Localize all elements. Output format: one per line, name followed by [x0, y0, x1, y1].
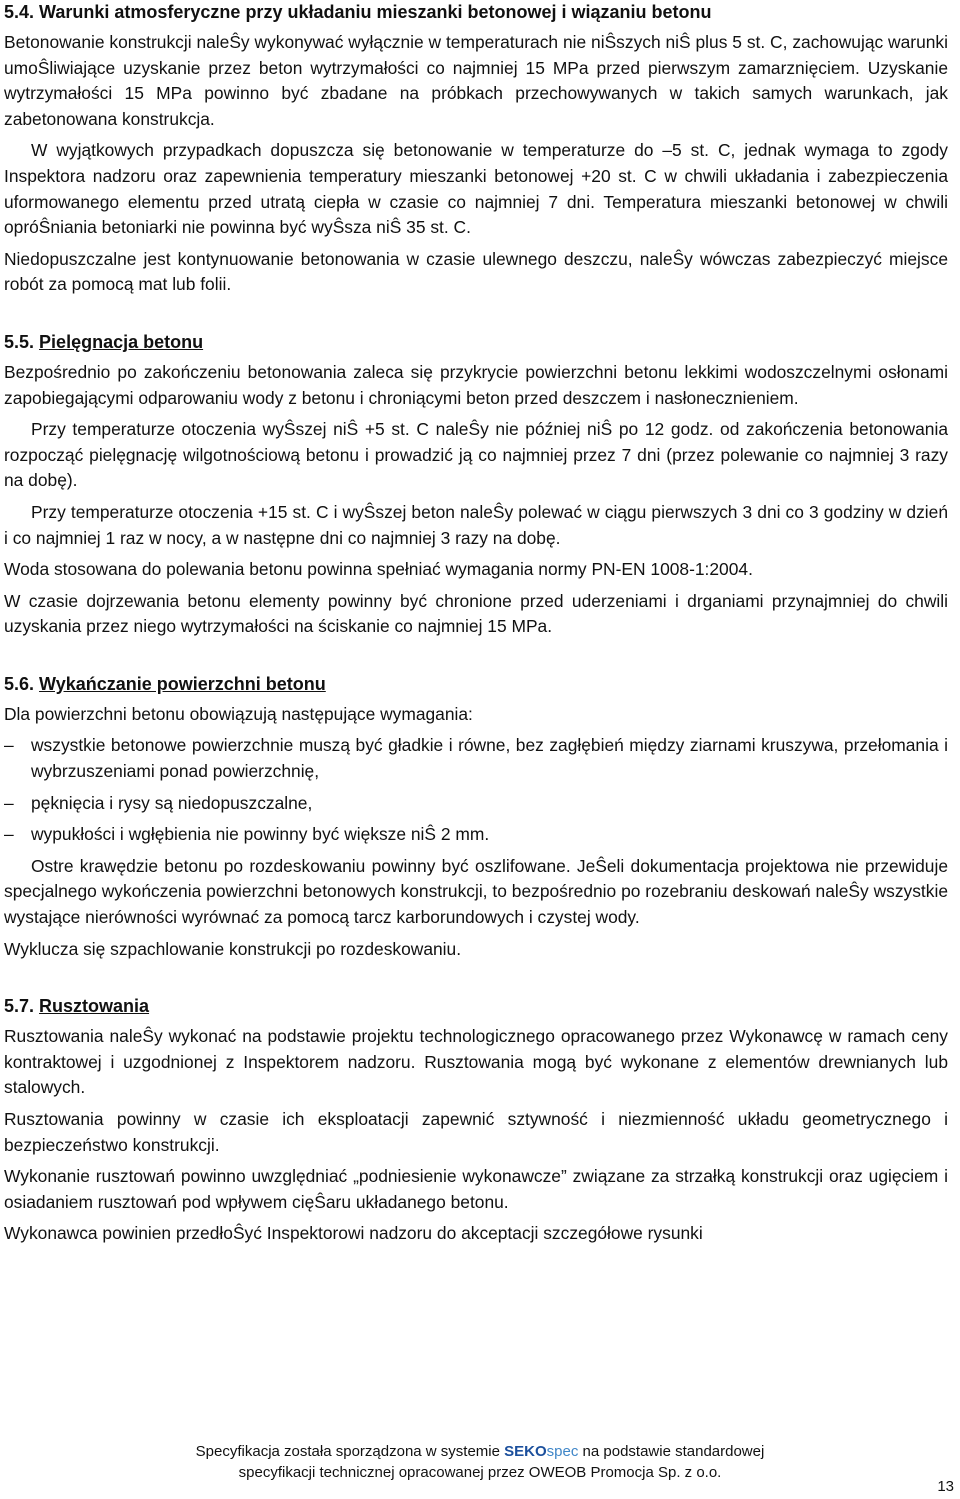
paragraph: Betonowanie konstrukcji naleŜy wykonywać wyłącznie w temperaturach nie niŜszych niŜ plus 5 st. C, zachowując warunki umoŜliwiające uzyskanie przez beton wytrzymałości co najmniej 15 MPa przed pierwszym zamarznięciem. Uzyskanie wytrzymałości 15 MPa powinno być zbadane na próbkach przechowywanych w takich samych warunkach, jak zabetonowana konstrukcja. — [4, 32, 948, 129]
list-item — [4, 822, 948, 848]
dash-bullet: – — [4, 824, 14, 845]
brand-part-1: SEKO — [504, 1443, 547, 1460]
paragraph: Wykonawca powinien przedłoŜyć Inspektorowi nadzoru do akceptacji szczegółowe rysunki — [4, 1223, 703, 1244]
paragraph: Rusztowania powinny w czasie ich eksploatacji zapewnić sztywność i niezmienność układu geometrycznego i bezpieczeństwo konstrukcji. — [4, 1109, 948, 1155]
footer-line-1 — [0, 1441, 960, 1462]
paragraph: W czasie dojrzewania betonu elementy powinny być chronione przed uderzeniami i drganiami przynajmniej do chwili uzyskania przez niego wytrzymałości na ściskanie co najmniej 15 MPa. — [4, 590, 948, 637]
section-heading-5-5 — [4, 330, 948, 354]
paragraph: Woda stosowana do polewania betonu powinna spełniać wymagania normy PN-EN 1008-1:2004. — [4, 559, 753, 580]
list-item-text: wypukłości i wgłębienia nie powinny być większe niŜ 2 mm. — [31, 824, 490, 845]
document-page — [4, 0, 948, 1247]
section-title: Wykańczanie powierzchni betonu — [39, 673, 326, 694]
paragraph: W wyjątkowych przypadkach dopuszcza się betonowanie w temperaturze do –5 st. C, jednak wymaga to zgody Inspektora nadzoru oraz zapewnienia temperatury mieszanki betonowej +20 st. C w chwili układania i zabezpieczenia uformowanego elementu przed utratą ciepła w czasie co najmniej 7 dni. Temperatura mieszanki betonowej w chwili opróŜniania betoniarki nie powinna być wyŜsza niŜ 35 st. C. — [4, 140, 948, 238]
paragraph: Przy temperaturze otoczenia +15 st. C i wyŜszej beton naleŜy polewać w ciągu pierwszych 3 dni co 3 godziny w dzień i co najmniej 1 raz w nocy, a w następne dni co najmniej 3 razy na dobę. — [4, 501, 948, 548]
dash-bullet: – — [4, 735, 14, 756]
section-title: Pielęgnacja betonu — [39, 331, 204, 352]
paragraph: Dla powierzchni betonu obowiązują następujące wymagania: — [4, 703, 473, 724]
footer-line-2: specyfikacji technicznej opracowanej przez OWEOB Promocja Sp. z o.o. — [238, 1464, 722, 1481]
paragraph: Przy temperaturze otoczenia wyŜszej niŜ +5 st. C naleŜy nie później niŜ po 12 godz. od zakończenia betonowania rozpocząć pielęgnację wilgotnościową betonu i prowadzić ją co najmniej przez 7 dni (przez polewanie co najmniej 3 razy na dobę). — [4, 419, 948, 491]
sekospec-logo — [504, 1443, 578, 1460]
list-item-text: wszystkie betonowe powierzchnie muszą być gładkie i równe, bez zagłębień między ziarnami kruszywa, przełomania i wybrzuszeniami ponad powierzchnię, — [31, 735, 948, 782]
paragraph: Wykonanie rusztowań powinno uwzględniać „podniesienie wykonawcze” związane za strzałką konstrukcji oraz ugięciem i osiadaniem rusztowań pod wpływem cięŜaru układanego betonu. — [4, 1166, 948, 1212]
requirements-list — [4, 733, 948, 847]
paragraph: Wyklucza się szpachlowanie konstrukcji po rozdeskowaniu. — [4, 938, 462, 959]
section-number: 5.4. — [4, 2, 35, 22]
list-item — [4, 791, 948, 817]
page-footer — [0, 1441, 960, 1483]
paragraph: Niedopuszczalne jest kontynuowanie betonowania w czasie ulewnego deszczu, naleŜy wówczas zabezpieczyć miejsce robót za pomocą mat lub folii. — [4, 248, 948, 295]
list-item-text: pęknięcia i rysy są niedopuszczalne, — [31, 792, 313, 813]
section-number: 5.6. — [4, 673, 35, 694]
footer-text: Specyfikacja została sporządzona w systemie — [195, 1443, 500, 1460]
section-heading-5-7 — [4, 994, 948, 1018]
footer-text: na podstawie standardowej — [582, 1443, 765, 1460]
paragraph: Ostre krawędzie betonu po rozdeskowaniu powinny być oszlifowane. JeŜeli dokumentacja projektowa nie przewiduje specjalnego wykończenia powierzchni betonowych konstrukcji, to bezpośrednio po rozebraniu deskowań naleŜy wszystkie wystające nierówności wyrównać za pomocą tarcz karborundowych i czystej wody. — [4, 855, 948, 928]
paragraph: Bezpośrednio po zakończeniu betonowania zaleca się przykrycie powierzchni betonu lekkimi wodoszczelnymi osłonami zapobiegającymi odparowaniu wody z betonu i chroniącymi beton przed deszczem i nasłonecznieniem. — [4, 361, 948, 408]
section-title: Rusztowania — [39, 996, 150, 1017]
section-title: Warunki atmosferyczne przy układaniu mieszanki betonowej i wiązaniu betonu — [39, 2, 712, 22]
page-number: 13 — [937, 1478, 954, 1495]
list-item — [4, 733, 948, 784]
paragraph: Rusztowania naleŜy wykonać na podstawie projektu technologicznego opracowanego przez Wykonawcę w ramach ceny kontraktowej i uzgodnionej z Inspektorem nadzoru. Rusztowania mogą być wykonane z elementów drewnianych lub stalowych. — [4, 1026, 948, 1098]
section-heading-5-4 — [4, 0, 948, 24]
section-heading-5-6 — [4, 672, 948, 696]
dash-bullet: – — [4, 792, 14, 813]
section-number: 5.7. — [4, 996, 35, 1017]
brand-part-2: spec — [546, 1443, 579, 1460]
section-number: 5.5. — [4, 331, 35, 352]
